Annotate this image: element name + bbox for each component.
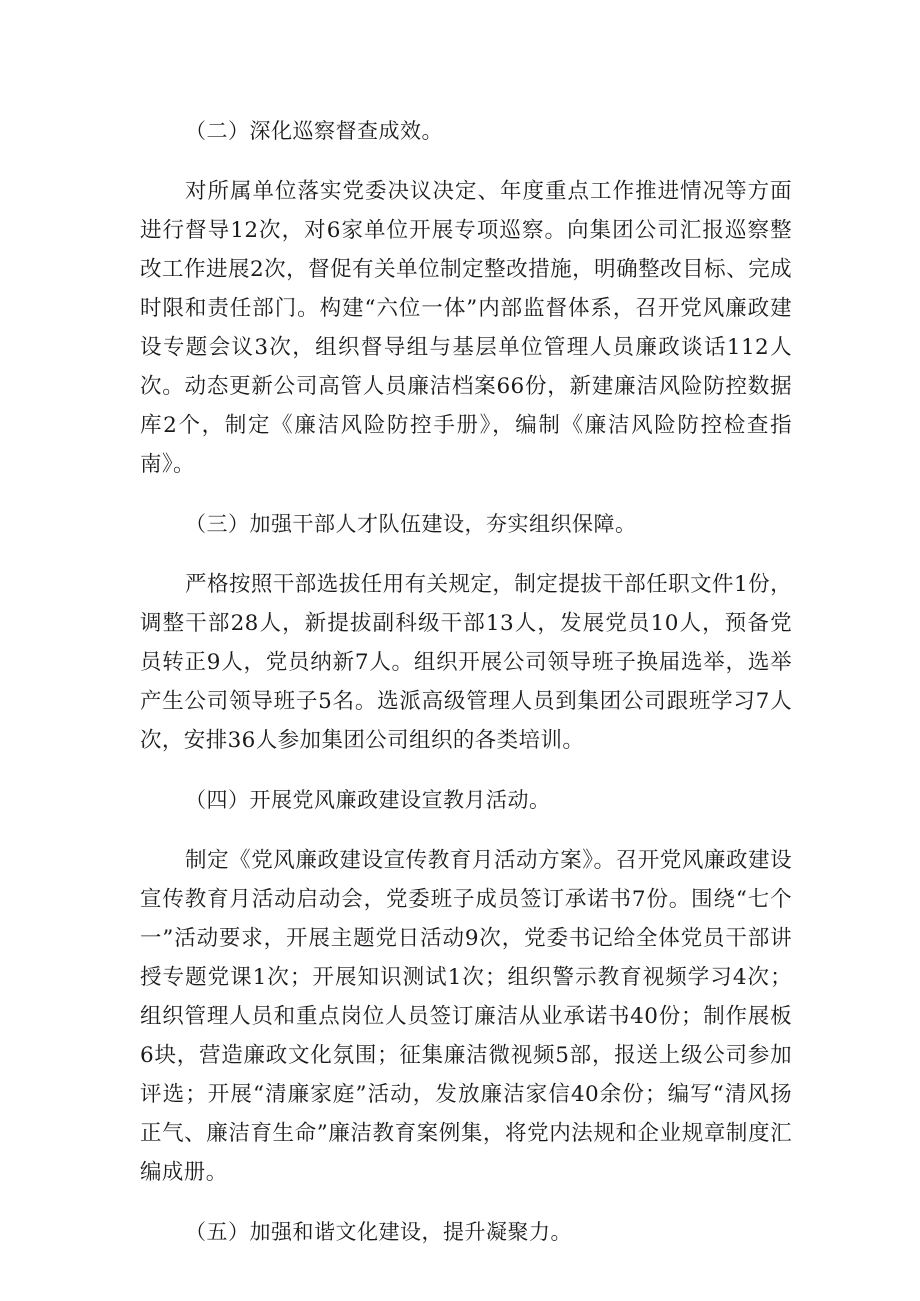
section-paragraph-4: 制定《党风廉政建设宣传教育月活动方案》。召开党风廉政建设宣传教育月活动启动会，党委班子成员签订承诺书7份。围绕“七个一”活动要求，开展主题党日活动9次，党委书记给全体党员干部讲授专题党课1次；开展知识测试1次；组织警示教育视频学习4次；组织管理人员和重点岗位人员签订廉洁从业承诺书40份；制作展板6块，营造廉政文化氛围；征集廉洁微视频5部，报送上级公司参加评选；开展“清廉家庭”活动，发放廉洁家信40余份；编写“清风扬正气、廉洁育生命”廉洁教育案例集，将党内法规和企业规章制度汇编成册。 bbox=[140, 848, 792, 1185]
document-body bbox=[140, 112, 792, 1273]
section-paragraph-2: 对所属单位落实党委决议决定、年度重点工作推进情况等方面进行督导12次，对6家单位开展专项巡察。向集团公司汇报巡察整改工作进展2次，督促有关单位制定整改措施，明确整改目标、完成时限和责任部门。构建“六位一体”内部监督体系，召开党风廉政建设专题会议3次，组织督导组与基层单位管理人员廉政谈话112人次。动态更新公司高管人员廉洁档案66份，新建廉洁风险防控数据库2个，制定《廉洁风险防控手册》，编制《廉洁风险防控检查指南》。 bbox=[140, 179, 792, 477]
section-heading-2: （二）深化巡察督查成效。 bbox=[185, 119, 443, 143]
section-heading-4: （四）开展党风廉政建设宣教月活动。 bbox=[185, 788, 551, 812]
section-heading-5: （五）加强和谐文化建设，提升凝聚力。 bbox=[185, 1220, 572, 1244]
section-paragraph-3: 严格按照干部选拔任用有关规定，制定提拔干部任职文件1份，调整干部28人，新提拔副科级干部13人，发展党员10人，预备党员转正9人，党员纳新7人。组织开展公司领导班子换届选举，选举产生公司领导班子5名。选派高级管理人员到集团公司跟班学习7人次，安排36人参加集团公司组织的各类培训。 bbox=[140, 572, 792, 753]
section-heading-3: （三）加强干部人才队伍建设，夯实组织保障。 bbox=[185, 512, 637, 536]
